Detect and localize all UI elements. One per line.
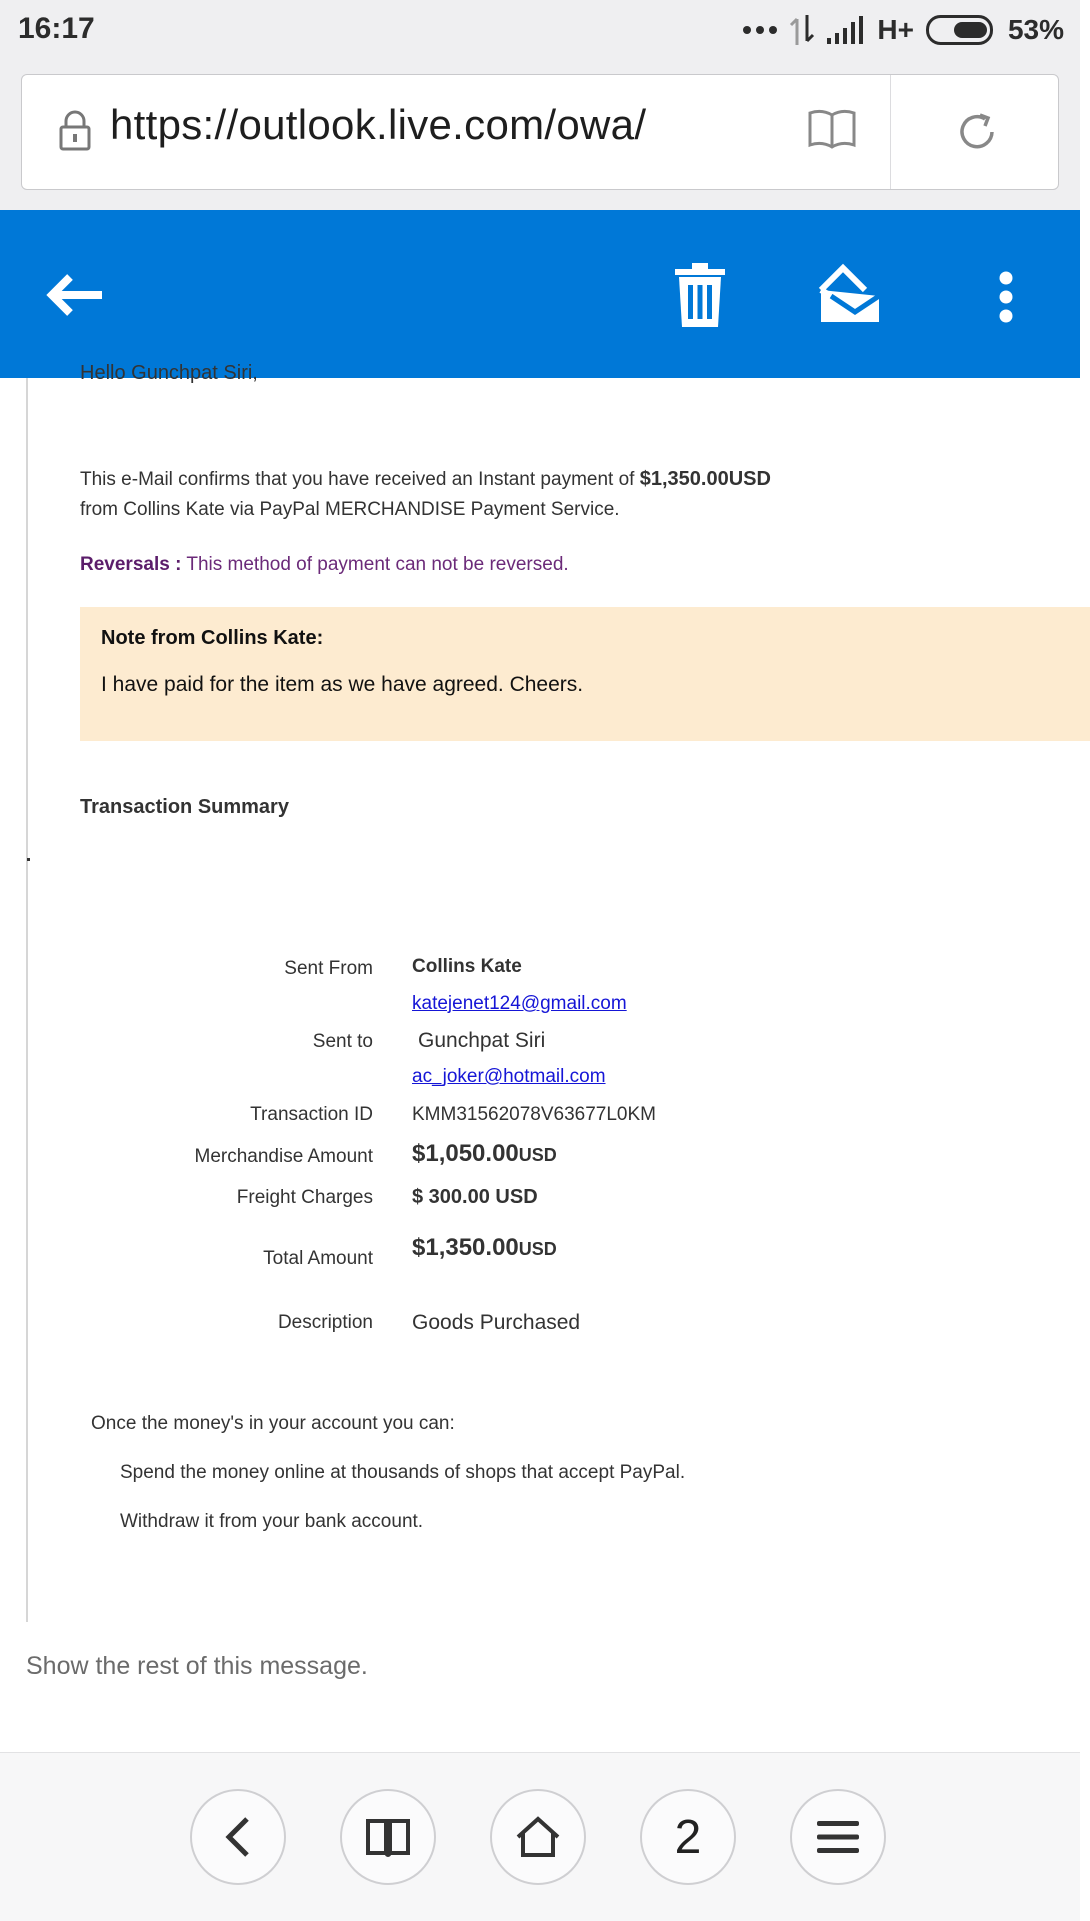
address-bar-divider: [890, 75, 891, 189]
total-amount-value: [412, 1234, 557, 1262]
status-time: 16:17: [18, 12, 95, 45]
nav-bookmarks-button[interactable]: [340, 1789, 436, 1885]
status-bar: [0, 0, 1080, 62]
chevron-left-icon: [223, 1815, 253, 1859]
reload-icon[interactable]: [952, 107, 1002, 157]
more-options-button[interactable]: [986, 262, 1026, 332]
total-amount: $1,350.00: [412, 1234, 519, 1261]
reversals-text: This method of payment can not be reversed.: [181, 554, 569, 575]
envelope-open-icon: [817, 262, 883, 326]
tab-count: 2: [674, 1810, 702, 1864]
sent-to-email-link[interactable]: ac_joker@hotmail.com: [412, 1066, 606, 1087]
network-type: H+: [877, 14, 914, 45]
confirm-amount: $1,350.00USD: [639, 468, 771, 490]
after-item-1: Spend the money online at thousands of shops that accept PayPal.: [120, 1462, 686, 1483]
transaction-id-value: KMM31562078V63677L0KM: [412, 1104, 657, 1125]
total-amount-label: Total Amount: [263, 1248, 373, 1269]
hamburger-menu-icon: [817, 1821, 859, 1853]
confirm-text: This e-Mail confirms that you have received an Instant payment of: [80, 469, 640, 490]
mark-read-button[interactable]: [812, 254, 888, 334]
url-text[interactable]: https://outlook.live.com/owa/: [110, 101, 647, 148]
sent-from-name: Collins Kate: [412, 956, 522, 977]
battery-icon: [926, 15, 996, 45]
kebab-menu-icon: [999, 271, 1013, 323]
back-button[interactable]: [40, 260, 110, 330]
battery-level: 53%: [1007, 14, 1064, 45]
home-icon: [514, 1815, 562, 1859]
merchandise-amount-value: [412, 1140, 557, 1168]
reversals-notice: [80, 554, 569, 576]
description-label: Description: [277, 1312, 373, 1333]
transaction-summary-title: Transaction Summary: [80, 796, 289, 818]
sent-to-name: Gunchpat Siri: [418, 1029, 546, 1052]
freight-charges-value: $ 300.00 USD: [412, 1186, 538, 1208]
confirmation-paragraph: [80, 464, 940, 525]
nav-home-button[interactable]: [490, 1789, 586, 1885]
sent-to-label: Sent to: [312, 1031, 373, 1052]
lock-icon: [58, 109, 92, 151]
greeting: Hello Gunchpat Siri,: [80, 362, 258, 384]
browser-bottom-nav: [0, 1752, 1080, 1921]
address-bar[interactable]: [21, 74, 1059, 190]
total-currency: USD: [518, 1239, 557, 1259]
sent-from-email-link[interactable]: katejenet124@gmail.com: [412, 993, 627, 1014]
signal-icon: [827, 16, 865, 44]
description-value: Goods Purchased: [412, 1311, 581, 1334]
confirm-text-2: from Collins Kate via PayPal MERCHANDISE Payment Service.: [80, 499, 620, 520]
browser-address-area: [0, 62, 1080, 210]
email-body: [0, 362, 1080, 1624]
merchandise-amount: $1,050.00: [412, 1140, 519, 1167]
reader-mode-icon[interactable]: [806, 107, 858, 151]
trash-icon: [675, 263, 725, 327]
transaction-id-label: Transaction ID: [250, 1104, 373, 1125]
after-item-2: Withdraw it from your bank account.: [120, 1511, 424, 1532]
nav-tabs-button[interactable]: [640, 1789, 736, 1885]
mail-toolbar: [0, 210, 1080, 378]
delete-button[interactable]: [664, 252, 736, 338]
nav-menu-button[interactable]: [790, 1789, 886, 1885]
merchandise-currency: USD: [518, 1145, 557, 1165]
reversals-label: Reversals :: [80, 554, 182, 575]
nav-back-button[interactable]: [190, 1789, 286, 1885]
quote-border: [26, 378, 28, 1622]
freight-charges-label: Freight Charges: [236, 1187, 373, 1208]
merchandise-amount-label: Merchandise Amount: [194, 1146, 373, 1167]
data-transfer-icon: [789, 15, 815, 45]
show-rest-link[interactable]: Show the rest of this message.: [26, 1652, 368, 1680]
after-intro: Once the money's in your account you can:: [91, 1413, 455, 1434]
status-indicators: [743, 12, 1064, 48]
book-icon: [365, 1817, 411, 1857]
arrow-left-icon: [46, 273, 104, 317]
more-notifications-icon: [743, 25, 777, 35]
sent-from-label: Sent From: [284, 958, 373, 979]
note-box: [80, 607, 1090, 741]
stray-dot: [27, 858, 30, 861]
note-body: I have paid for the item as we have agreed. Cheers.: [101, 673, 584, 696]
note-title: Note from Collins Kate:: [101, 627, 324, 649]
